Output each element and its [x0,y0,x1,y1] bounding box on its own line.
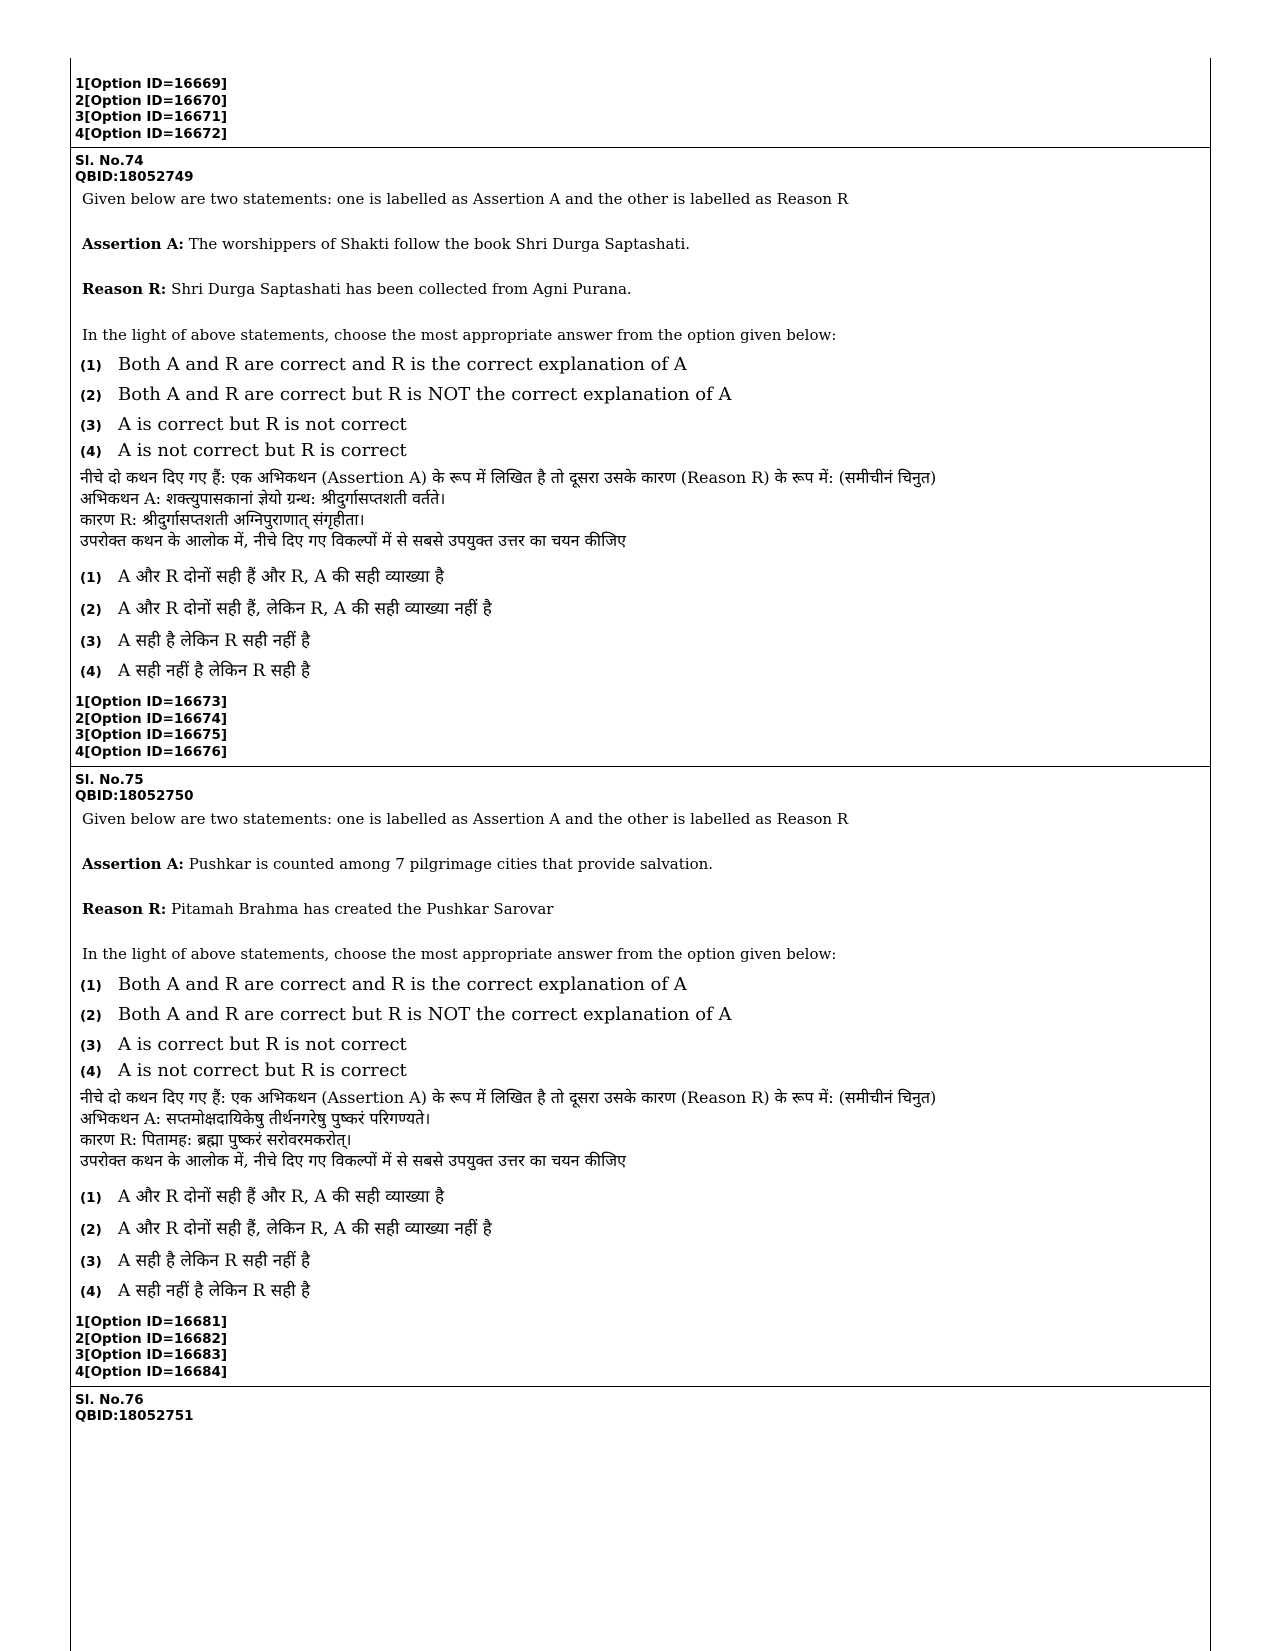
reason-text: Pitamah Brahma has created the Pushkar Sarovar [166,900,554,918]
option-id: 3[Option ID=16675] [75,727,228,743]
hindi-option-3: (3) A सही है लेकिन R सही नहीं है [80,1251,311,1271]
option-id: 4[Option ID=16684] [75,1363,228,1380]
assertion-text: Pushkar is counted among 7 pilgrimage cities that provide salvation. [183,855,714,873]
hindi-line: अभिकथन A: सप्तमोक्षदायिकेषु तीर्थनगरेषु पुष्करं परिगण्यते। [80,1109,431,1128]
assertion [82,855,713,873]
hindi-option-4: (4) A सही नहीं है लेकिन R सही है [80,1281,311,1301]
option-1: (1) Both A and R are correct and R is the correct explanation of A [80,354,687,375]
hindi-line: नीचे दो कथन दिए गए हैं: एक अभिकथन (Assertion A) के रूप में लिखित है तो दूसरा उसके कारण (Reason R) के रूप में: (समीचीनं चिनुत) [80,1088,937,1107]
hindi-option-4: (4) A सही नहीं है लेकिन R सही है [80,661,311,681]
option-4: (4) A is not correct but R is correct [80,1060,407,1081]
qbid: QBID:18052749 [75,169,194,185]
question-prompt: In the light of above statements, choose the most appropriate answer from the option given below: [82,326,837,344]
hindi-line: अभिकथन A: शक्त्युपासकानां ज्ञेयो ग्रन्थ: श्रीदुर्गासप्तशती वर्तते। [80,489,446,508]
option-id: 4[Option ID=16676] [75,743,228,760]
hindi-line: उपरोक्त कथन के आलोक में, नीचे दिए गए विकल्पों में से सबसे उपयुक्त उत्तर का चयन कीजिए [80,531,626,550]
question-prompt: In the light of above statements, choose the most appropriate answer from the option given below: [82,945,837,963]
hindi-option-1: (1) A और R दोनों सही हैं और R, A की सही व्याख्या है [80,567,445,587]
divider [70,1386,1211,1387]
assertion-label: Assertion A: [82,855,184,873]
option-id-list [75,76,227,142]
option-2: (2) Both A and R are correct but R is NOT the correct explanation of A [80,1004,732,1025]
option-id: 2[Option ID=16674] [75,710,228,727]
option-2: (2) Both A and R are correct but R is NOT the correct explanation of A [80,384,732,405]
assertion-label: Assertion A: [82,235,184,253]
hindi-option-2: (2) A और R दोनों सही हैं, लेकिन R, A की सही व्याख्या नहीं है [80,1219,492,1239]
hindi-line: नीचे दो कथन दिए गए हैं: एक अभिकथन (Assertion A) के रूप में लिखित है तो दूसरा उसके कारण (Reason R) के रूप में: (समीचीनं चिनुत) [80,468,937,487]
question-header [75,1392,194,1424]
option-id: 2[Option ID=16670] [75,92,228,109]
option-4: (4) A is not correct but R is correct [80,440,407,461]
option-id: 3[Option ID=16683] [75,1347,228,1363]
option-id: 4[Option ID=16672] [75,125,228,142]
hindi-question [80,467,936,551]
assertion [82,235,690,253]
hindi-line: कारण R: श्रीदुर्गासप्तशती अग्निपुराणात् संगृहीता। [80,510,365,529]
hindi-option-3: (3) A सही है लेकिन R सही नहीं है [80,631,311,651]
reason-text: Shri Durga Saptashati has been collected from Agni Purana. [166,280,632,298]
hindi-question [80,1087,936,1171]
hindi-option-2: (2) A और R दोनों सही हैं, लेकिन R, A की सही व्याख्या नहीं है [80,599,492,619]
divider [70,147,1211,148]
question-header [75,153,194,185]
question-intro: Given below are two statements: one is labelled as Assertion A and the other is labelled as Reason R [82,810,849,828]
assertion-text: The worshippers of Shakti follow the book Shri Durga Saptashati. [183,235,691,253]
option-id-list [75,1314,227,1380]
option-3: (3) A is correct but R is not correct [80,414,407,435]
question-intro: Given below are two statements: one is labelled as Assertion A and the other is labelled as Reason R [82,190,849,208]
option-3: (3) A is correct but R is not correct [80,1034,407,1055]
option-id: 1[Option ID=16681] [75,1314,228,1330]
option-id: 3[Option ID=16671] [75,109,228,125]
option-id-list [75,694,227,760]
serial-number: Sl. No.75 [75,772,144,788]
qbid: QBID:18052750 [75,788,194,804]
hindi-line: कारण R: पितामह: ब्रह्मा पुष्करं सरोवरमकरोत्। [80,1130,352,1149]
hindi-option-1: (1) A और R दोनों सही हैं और R, A की सही व्याख्या है [80,1187,445,1207]
reason [82,280,632,298]
serial-number: Sl. No.76 [75,1392,144,1408]
option-id: 1[Option ID=16673] [75,694,228,710]
option-1: (1) Both A and R are correct and R is the correct explanation of A [80,974,687,995]
hindi-line: उपरोक्त कथन के आलोक में, नीचे दिए गए विकल्पों में से सबसे उपयुक्त उत्तर का चयन कीजिए [80,1151,626,1170]
qbid: QBID:18052751 [75,1408,194,1424]
question-header [75,772,194,804]
serial-number: Sl. No.74 [75,153,144,169]
reason-label: Reason R: [82,900,167,918]
reason-label: Reason R: [82,280,167,298]
option-id: 1[Option ID=16669] [75,76,228,92]
divider [70,766,1211,767]
option-id: 2[Option ID=16682] [75,1330,228,1347]
reason [82,900,553,918]
